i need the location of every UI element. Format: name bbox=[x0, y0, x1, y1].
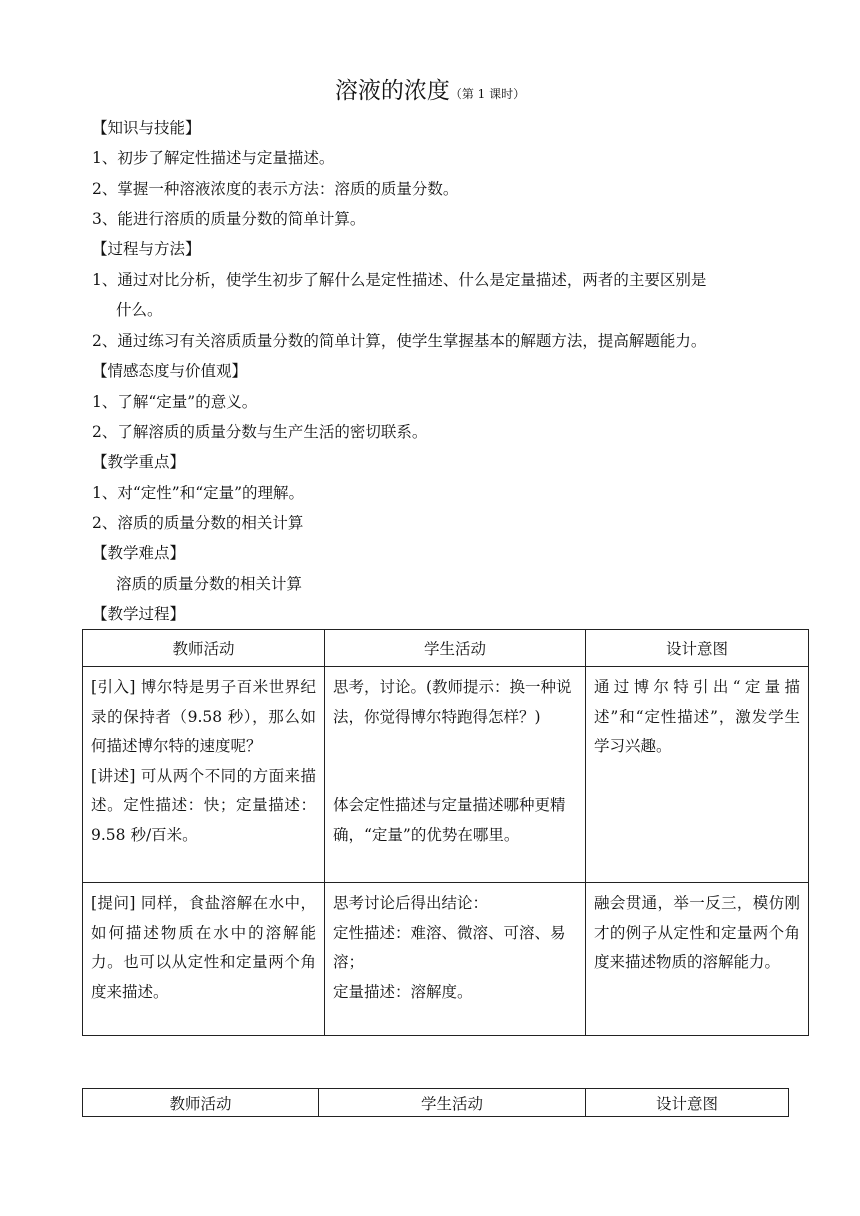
intent-cell: 通过博尔特引出“定量描述”和“定性描述”，激发学生学习兴趣。 bbox=[586, 667, 809, 883]
table-header-row bbox=[83, 1089, 789, 1117]
student-quantitative: 定量描述：溶解度。 bbox=[333, 982, 473, 1001]
teaching-process-table-2 bbox=[82, 1088, 789, 1117]
student-conclusion: 思考讨论后得出结论： bbox=[333, 894, 489, 912]
key-item-2: 2、溶质的质量分数的相关计算 bbox=[92, 514, 304, 532]
process-item-1: 1、通过对比分析，使学生初步了解什么是定性描述、什么是定量描述，两者的主要区别是 bbox=[92, 271, 707, 289]
student-think: 思考，讨论。(教师提示：换一种说法，你觉得博尔特跑得怎样？) bbox=[333, 678, 572, 726]
process-heading: 【过程与方法】 bbox=[92, 240, 201, 258]
title-note: （第 1 课时） bbox=[449, 87, 526, 101]
student-qualitative: 定性描述：难溶、微溶、可溶、易溶； bbox=[333, 923, 566, 971]
knowledge-item-2: 2、掌握一种溶液浓度的表示方法：溶质的质量分数。 bbox=[92, 180, 459, 198]
table-header-row bbox=[83, 630, 809, 667]
header-intent: 设计意图 bbox=[586, 1089, 789, 1117]
knowledge-heading: 【知识与技能】 bbox=[92, 119, 201, 137]
student-cell bbox=[325, 883, 586, 1036]
knowledge-item-1: 1、初步了解定性描述与定量描述。 bbox=[92, 149, 335, 167]
header-student: 学生活动 bbox=[325, 630, 586, 667]
difficult-item-1: 溶质的质量分数的相关计算 bbox=[116, 575, 303, 593]
student-compare: 体会定性描述与定量描述哪种更精确，“定量”的优势在哪里。 bbox=[333, 796, 566, 844]
header-intent: 设计意图 bbox=[586, 630, 809, 667]
intent-cell: 融会贯通，举一反三，模仿刚才的例子从定性和定量两个角度来描述物质的溶解能力。 bbox=[586, 883, 809, 1036]
teacher-cell bbox=[83, 667, 325, 883]
teaching-process-table bbox=[82, 629, 809, 1036]
table-row bbox=[83, 883, 809, 1036]
process-item-2: 2、通过练习有关溶质质量分数的简单计算，使学生掌握基本的解题方法，提高解题能力。 bbox=[92, 332, 707, 350]
knowledge-item-3: 3、能进行溶质的质量分数的简单计算。 bbox=[92, 210, 366, 228]
student-cell bbox=[325, 667, 586, 883]
difficult-heading: 【教学难点】 bbox=[92, 544, 186, 562]
header-teacher: 教师活动 bbox=[83, 630, 325, 667]
page-title bbox=[0, 76, 860, 109]
process-item-1-cont: 什么。 bbox=[116, 301, 163, 319]
key-item-1: 1、对“定性”和“定量”的理解。 bbox=[92, 484, 305, 502]
header-teacher: 教师活动 bbox=[83, 1089, 319, 1117]
teacher-intro: [引入] 博尔特是男子百米世界纪录的保持者（9.58 秒），那么如何描述博尔特的速度呢？ bbox=[91, 678, 316, 755]
emotion-item-1: 1、了解“定量”的意义。 bbox=[92, 393, 258, 411]
key-heading: 【教学重点】 bbox=[92, 453, 186, 471]
title-text: 溶液的浓度 bbox=[334, 78, 450, 104]
teacher-cell: [提问] 同样，食盐溶解在水中，如何描述物质在水中的溶解能力。也可以从定性和定量两个角度来描述。 bbox=[83, 883, 325, 1036]
emotion-heading: 【情感态度与价值观】 bbox=[92, 362, 248, 380]
procedure-heading: 【教学过程】 bbox=[92, 605, 186, 623]
table-row bbox=[83, 667, 809, 883]
emotion-item-2: 2、了解溶质的质量分数与生产生活的密切联系。 bbox=[92, 423, 428, 441]
header-student: 学生活动 bbox=[319, 1089, 586, 1117]
teacher-explain: [讲述] 可从两个不同的方面来描述。定性描述：快；定量描述：9.58 秒/百米。 bbox=[91, 766, 316, 844]
